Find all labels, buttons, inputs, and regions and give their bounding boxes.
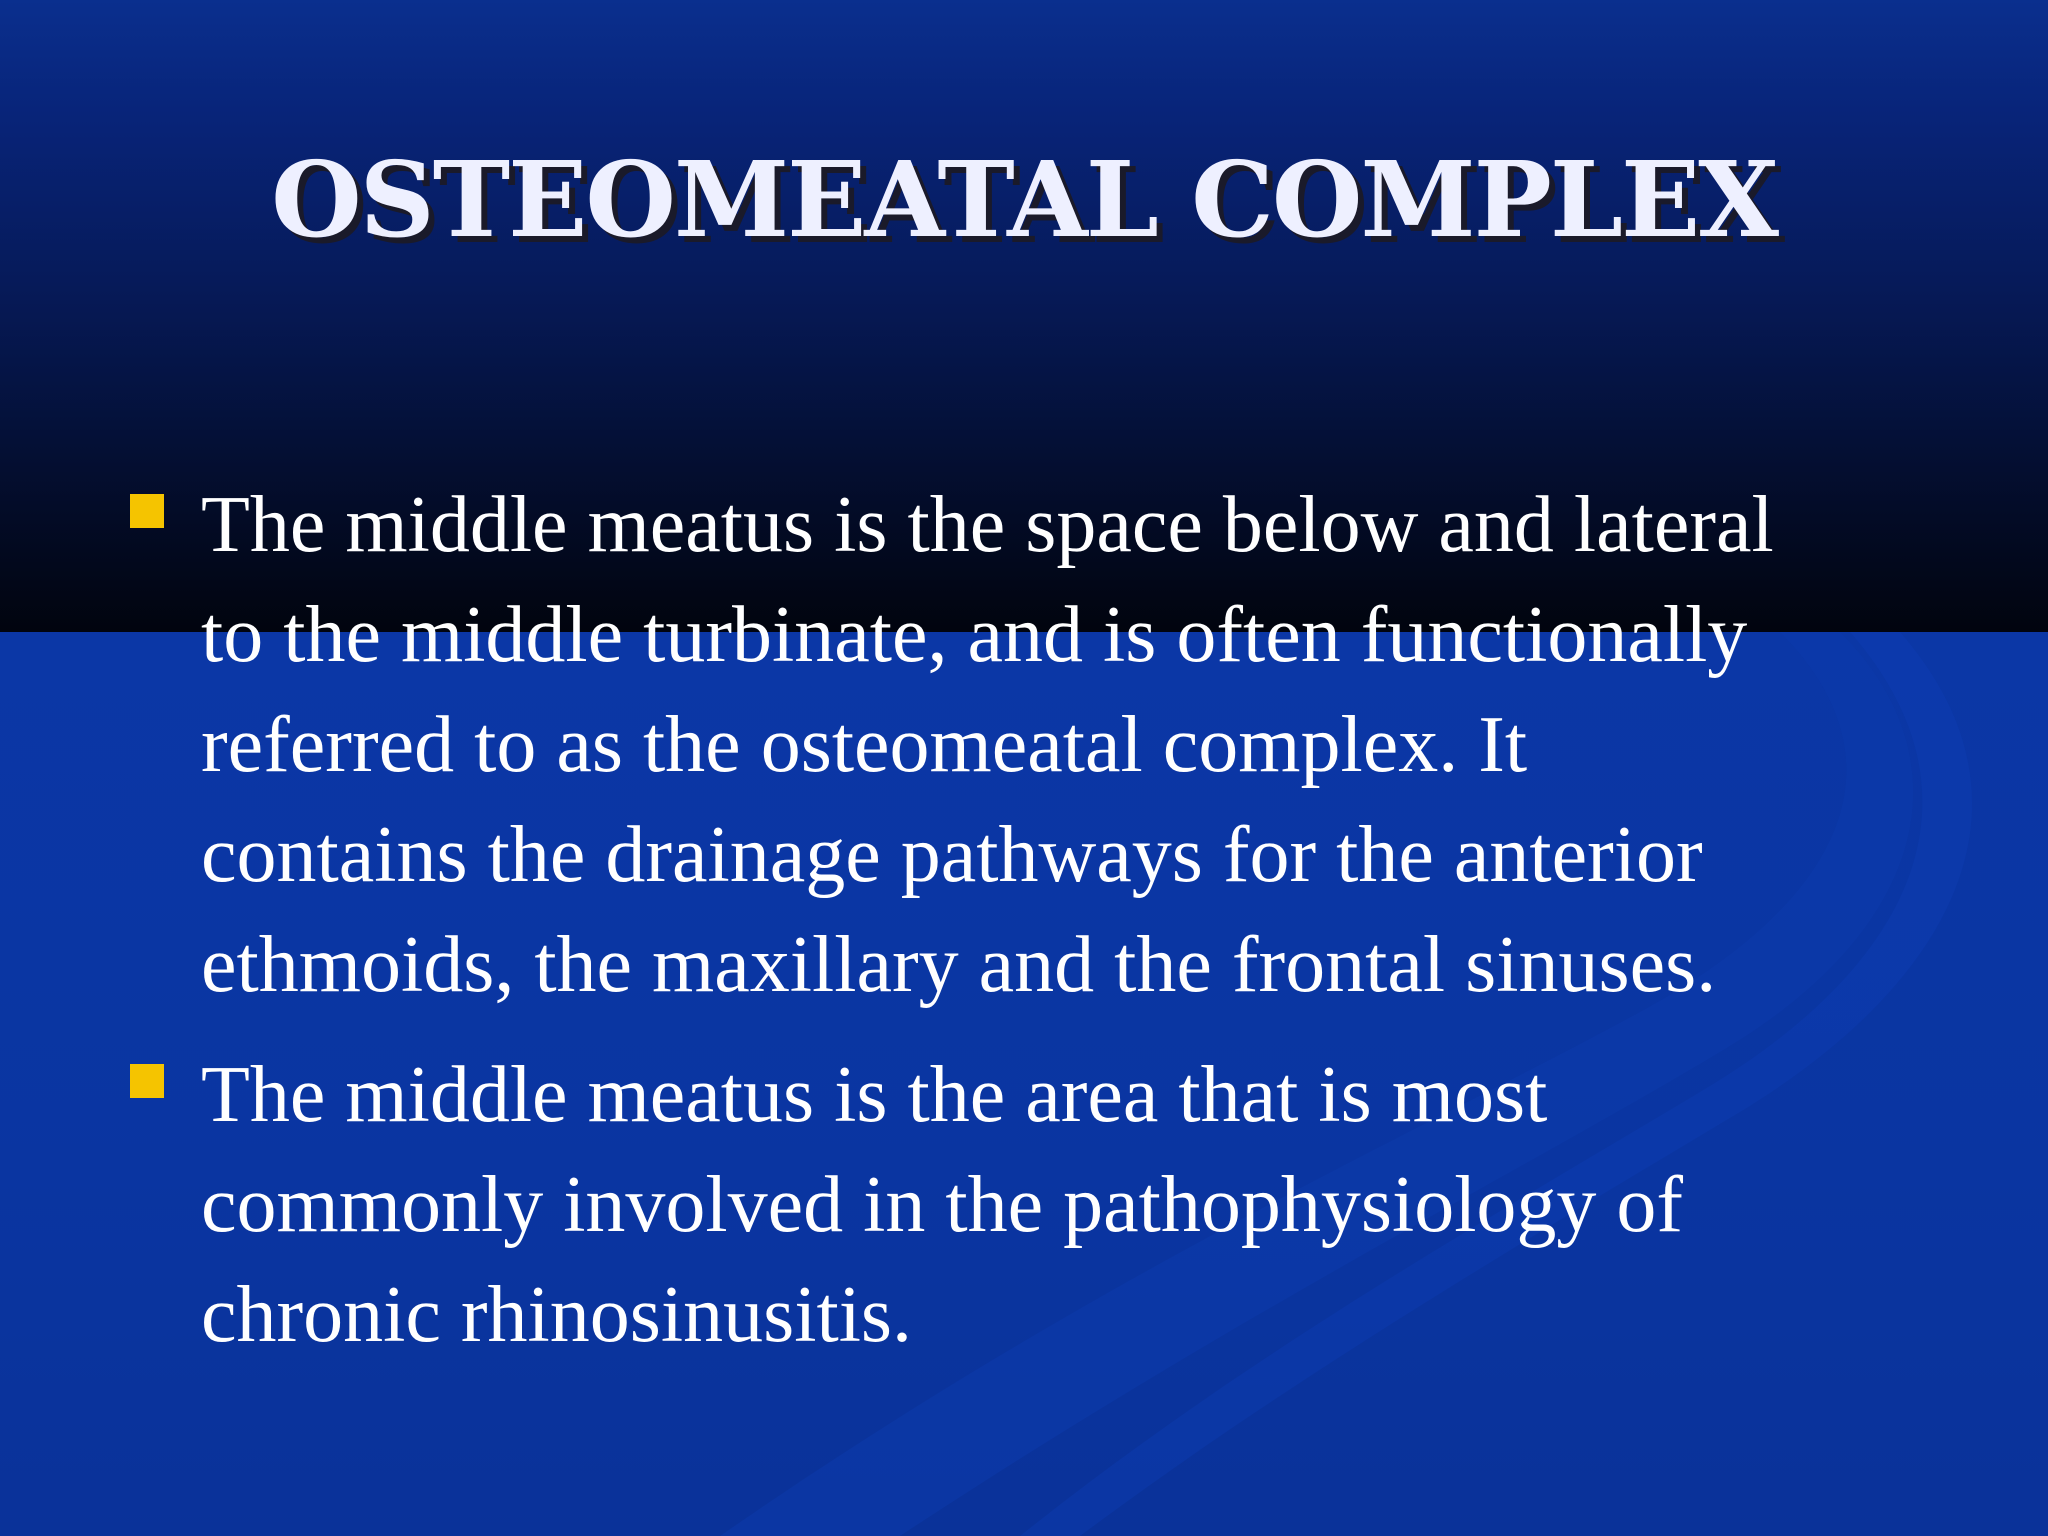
bullet-line: ethmoids, the maxillary and the frontal sinuses. [201, 921, 1717, 1009]
bullet-item [128, 1040, 1948, 1370]
bullet-line: The middle meatus is the space below and lateral [201, 481, 1774, 569]
bullet-line: to the middle turbinate, and is often functionally [201, 591, 1748, 679]
bullet-line: The middle meatus is the area that is most [201, 1051, 1548, 1139]
bullet-line: chronic rhinosinusitis. [201, 1271, 913, 1359]
bullet-list [128, 470, 1948, 1370]
slide-title: OSTEOMEATAL COMPLEX [271, 138, 1777, 261]
square-bullet-icon [130, 494, 164, 528]
bullet-line: commonly involved in the pathophysiology of [201, 1161, 1684, 1249]
square-bullet-icon [130, 1064, 164, 1098]
bullet-item [128, 470, 1948, 1020]
bullet-line: referred to as the osteomeatal complex. It [201, 701, 1528, 789]
bullet-line: contains the drainage pathways for the anterior [201, 811, 1703, 899]
